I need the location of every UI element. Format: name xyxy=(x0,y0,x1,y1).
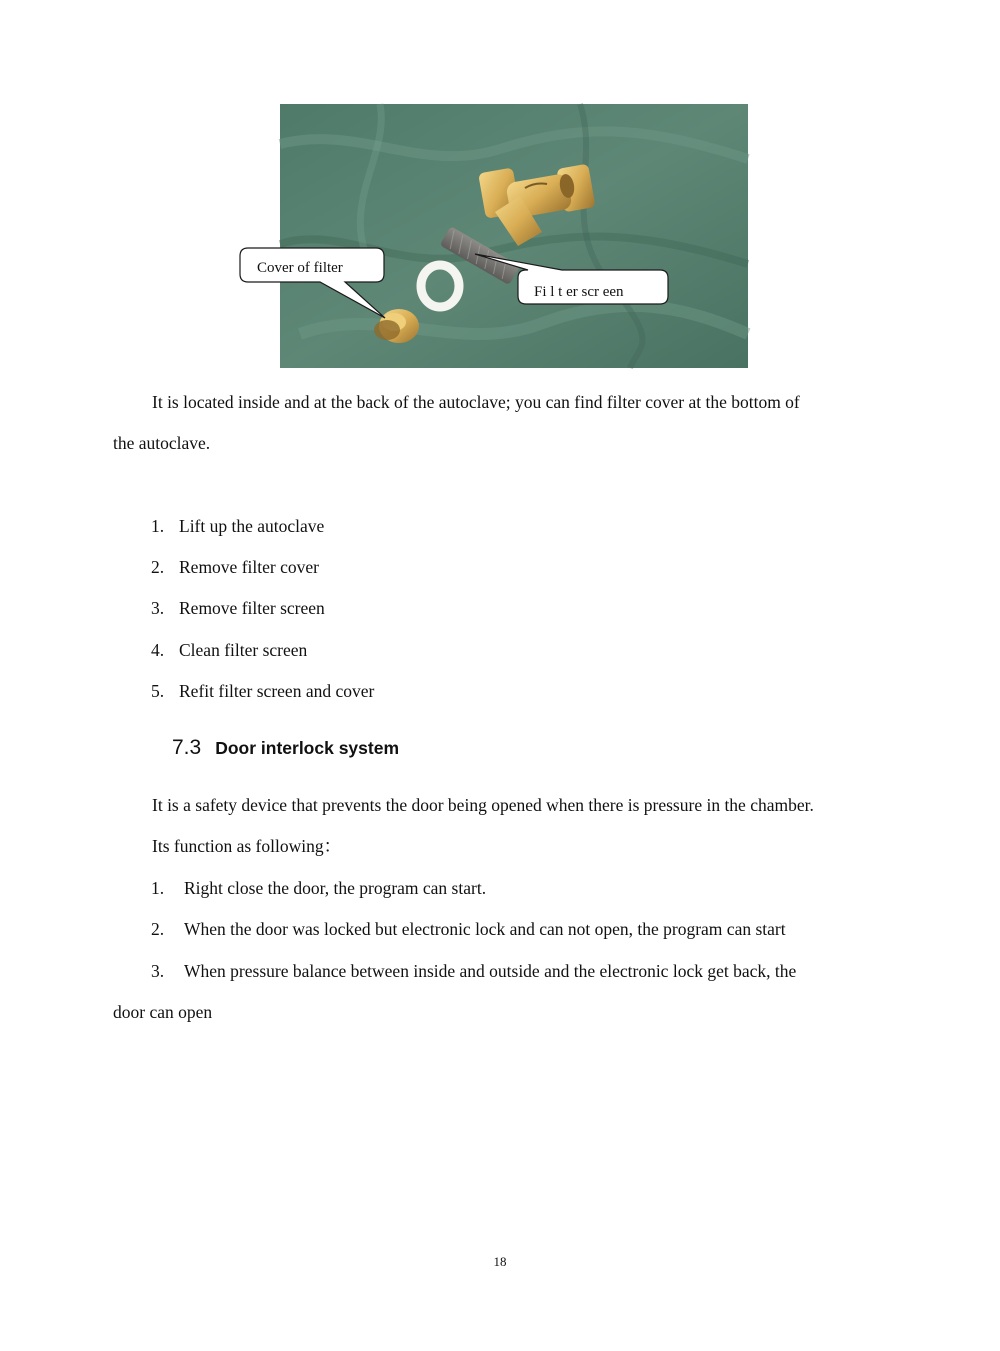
section-heading xyxy=(172,736,399,760)
list-item xyxy=(151,919,786,939)
list-item-number: 1. xyxy=(151,878,165,898)
list-item-number: 3. xyxy=(151,961,165,981)
list-item-text: When the door was locked but electronic lock and can not open, the program can start xyxy=(184,919,786,939)
list-item-text: When pressure balance between inside and outside and the electronic lock get back, the xyxy=(184,961,797,981)
list-item-number: 4. xyxy=(151,640,165,660)
list-item-number: 1. xyxy=(151,516,165,536)
list-item-number: 2. xyxy=(151,919,165,939)
list-item xyxy=(151,961,796,981)
list-item-number: 2. xyxy=(151,557,165,577)
list-item xyxy=(151,681,374,701)
page-number: 18 xyxy=(493,1254,507,1269)
intro-line-1: It is located inside and at the back of the autoclave; you can find filter cover at the bottom of xyxy=(152,392,800,412)
intro-line-2: the autoclave. xyxy=(113,433,211,453)
list-item-text: Remove filter screen xyxy=(179,598,325,618)
list-item-number: 3. xyxy=(151,598,165,618)
list-item xyxy=(151,878,486,898)
list-item-continuation: door can open xyxy=(113,1002,213,1022)
list-item xyxy=(151,557,319,577)
list-item-text: Lift up the autoclave xyxy=(179,516,325,536)
list-item xyxy=(151,516,324,536)
section-number: 7.3 xyxy=(172,736,202,759)
list-item-text: Clean filter screen xyxy=(179,640,308,660)
callout-screen-label: Fi l t er scr een xyxy=(534,284,624,300)
section-title: Door interlock system xyxy=(215,738,400,758)
list-item-text: Remove filter cover xyxy=(179,557,319,577)
list-item xyxy=(151,640,307,660)
filter-photo xyxy=(257,104,748,368)
filter-photo-graphic xyxy=(257,104,748,368)
interlock-line-1: It is a safety device that prevents the door being opened when there is pressure in the chamber. xyxy=(152,795,814,815)
list-item xyxy=(151,598,325,618)
interlock-line-2: Its function as following： xyxy=(152,836,342,856)
callout-cover-label: Cover of filter xyxy=(257,260,343,276)
list-item-text: Refit filter screen and cover xyxy=(179,681,375,701)
list-item-text: Right close the door, the program can start. xyxy=(184,878,487,898)
list-item-number: 5. xyxy=(151,681,165,701)
